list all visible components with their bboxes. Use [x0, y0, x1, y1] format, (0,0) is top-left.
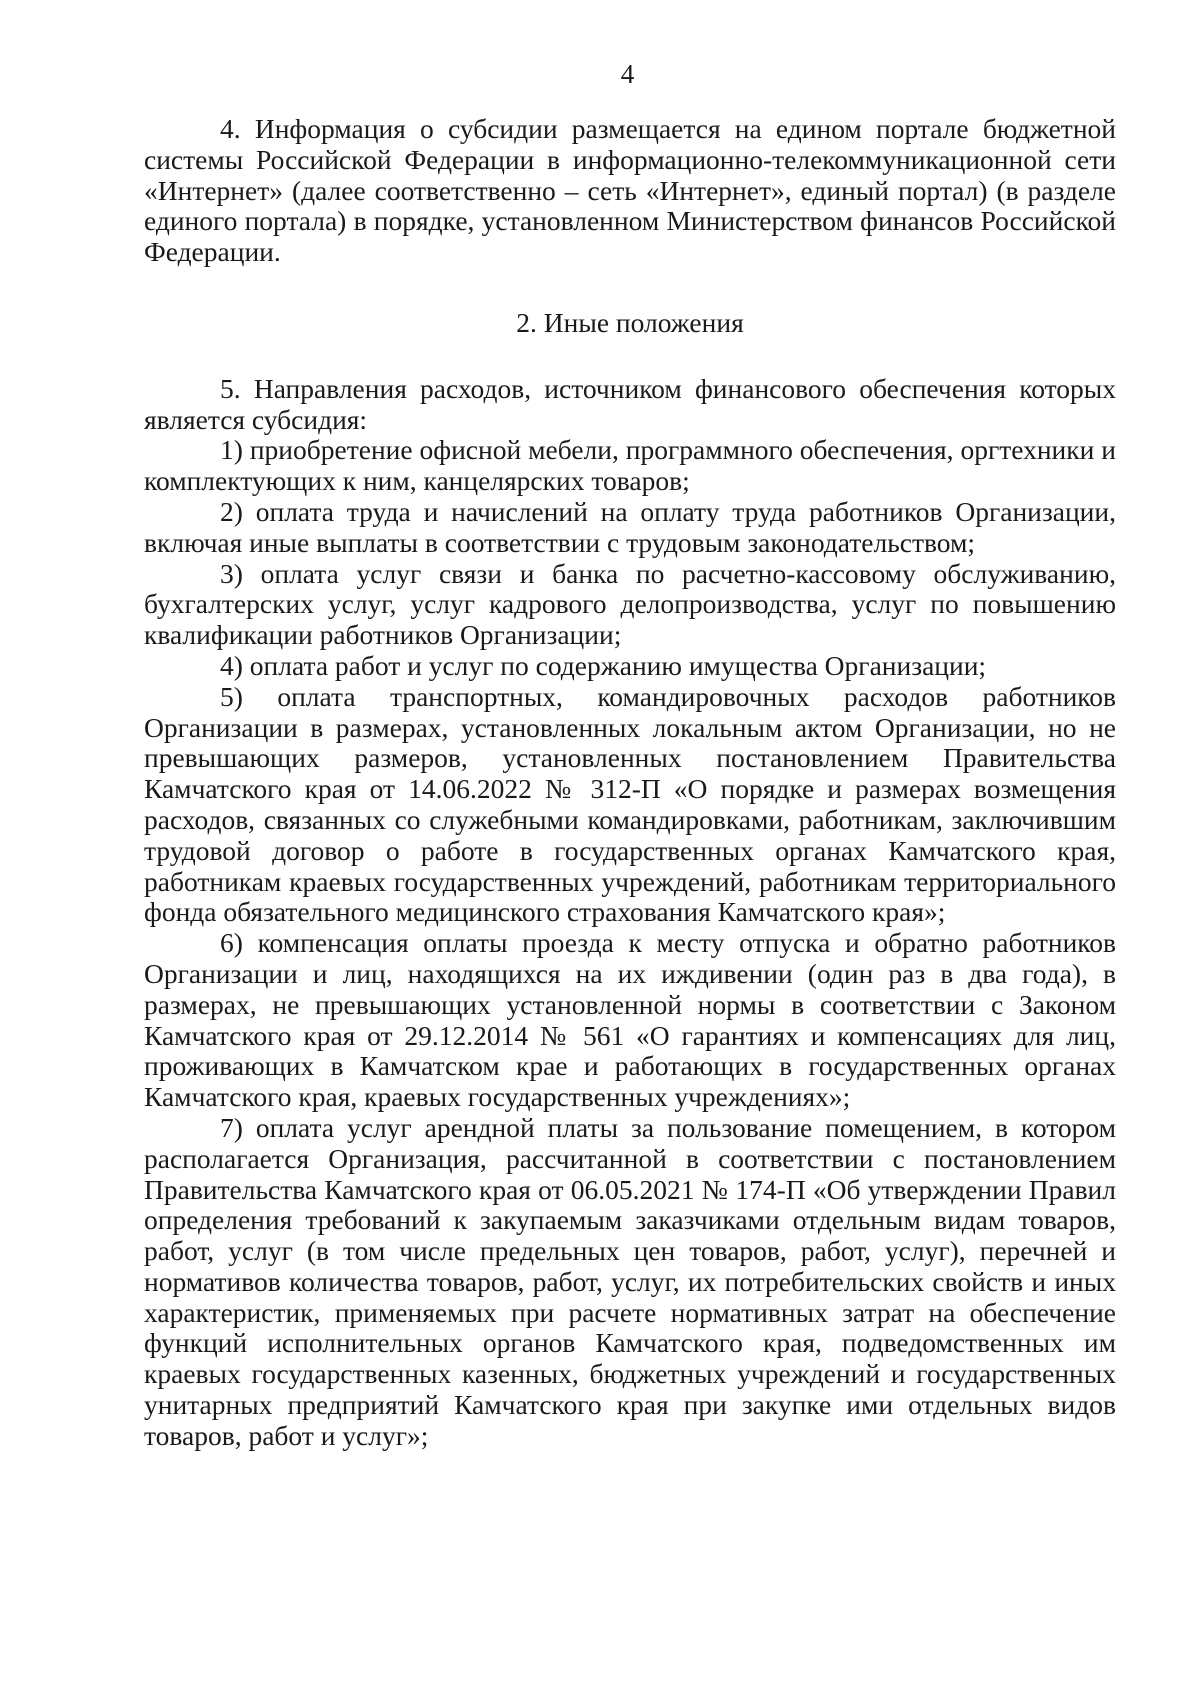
- list-item-1: 1) приобретение офисной мебели, программного обеспечения, оргтехники и комплектующих к ним, канцелярских товаров;: [144, 434, 1116, 497]
- page-number: 4: [620, 59, 635, 89]
- list-item-4: 4) оплата работ и услуг по содержанию имущества Организации;: [220, 649, 987, 681]
- list-item-2: 2) оплата труда и начислений на оплату труда работников Организации, включая иные выплаты в соответствии с трудовым законодательством;: [144, 495, 1116, 558]
- list-item-6: 6) компенсация оплаты проезда к месту отпуска и обратно работников Организации и лиц, находящихся на их иждивении (один раз в два года), в размерах, не превышающих установленной нормы в соответствии с Законом Камчатского края от 29.12.2014 № 561 «О гарантиях и компенсациях для лиц, проживающих в Камчатском крае и работающих в государственных органах Камчатского края, краевых государственных учреждениях»;: [144, 927, 1116, 1113]
- list-item-5: 5) оплата транспортных, командировочных расходов работников Организации в размерах, установленных локальным актом Организации, но не превышающих размеров, установленных постановлением Правительства Камчатского края от 14.06.2022 № 312-П «О порядке и размерах возмещения расходов, связанных со служебными командировками, работникам, заключившим трудовой договор о работе в государственных органах Камчатского края, работникам краевых государственных учреждений, работникам территориального фонда обязательного медицинского страхования Камчатского края»;: [144, 680, 1116, 928]
- list-item-3: 3) оплата услуг связи и банка по расчетно-кассовому обслуживанию, бухгалтерских услуг, услуг кадрового делопроизводства, услуг по повышению квалификации работников Организации;: [144, 557, 1116, 651]
- paragraph-4: 4. Информация о субсидии размещается на едином портале бюджетной системы Российской Федерации в информационно-телекоммуникационной сети «Интернет» (далее соответственно – сеть «Интернет», единый портал) (в разделе единого портала) в порядке, установленном Министерством финансов Российской Федерации.: [144, 113, 1116, 268]
- document-body: [144, 114, 1116, 1452]
- list-item-7: 7) оплата услуг арендной платы за пользование помещением, в котором располагается Организация, рассчитанной в соответствии с постановлением Правительства Камчатского края от 06.05.2021 № 174-П «Об утверждении Правил определения требований к закупаемым заказчиками отдельным видам товаров, работ, услуг (в том числе предельных цен товаров, работ, услуг), перечней и нормативов количества товаров, работ, услуг, их потребительских свойств и иных характеристик, применяемых при расчете нормативных затрат на обеспечение функций исполнительных органов Камчатского края, подведомственных им краевых государственных казенных, бюджетных учреждений и государственных унитарных предприятий Камчатского края при закупке ими отдельных видов товаров, работ и услуг»;: [144, 1111, 1116, 1451]
- paragraph-5: 5. Направления расходов, источником финансового обеспечения которых является субсидия:: [144, 372, 1116, 435]
- section-heading: 2. Иные положения: [516, 306, 744, 338]
